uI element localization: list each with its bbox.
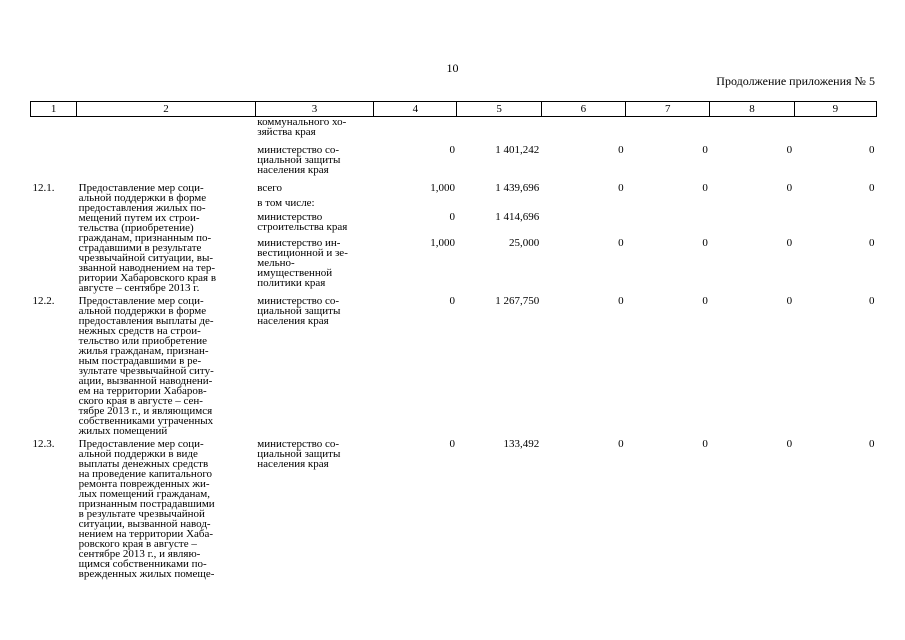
value-cell xyxy=(541,195,625,209)
value-cell: 1 267,750 xyxy=(495,295,540,307)
measure-description xyxy=(77,117,256,138)
row-number: 12.2. xyxy=(32,295,55,307)
value-cell xyxy=(626,195,710,209)
value-cell: 1,000 xyxy=(430,182,455,194)
value-cell: 0 xyxy=(786,438,793,450)
table-row xyxy=(31,436,877,579)
executor-cell: всего xyxy=(257,182,283,194)
value-cell: 0 xyxy=(449,211,455,224)
value-cell xyxy=(710,209,794,234)
value-cell: 133,492 xyxy=(503,438,540,450)
column-header: 7 xyxy=(626,102,710,117)
program-table xyxy=(30,101,877,579)
value-cell: 1 401,242 xyxy=(495,144,540,156)
value-cell xyxy=(541,209,625,234)
value-cell: 0 xyxy=(618,144,624,156)
value-cell: 0 xyxy=(618,182,624,194)
value-cell: 1 439,696 xyxy=(495,182,540,194)
value-cell xyxy=(794,195,876,209)
measure-description: Предоставление мер соци- альной поддержки в виде выплаты денежных средств на проведение капитального ремонта поврежденных жи- лых помещений гражданам, признанным пострадавшими в результате чрезвычайной ситуации, вызванной навод- нением на территории Хаба- ровского края в августе – сентябре 2013 г., и являю- щимся собственниками по- врежденных жилых помеще- xyxy=(78,438,215,580)
value-cell: 0 xyxy=(702,438,708,450)
value-cell xyxy=(794,209,876,234)
value-cell: 0 xyxy=(786,236,793,249)
value-cell xyxy=(457,117,541,138)
column-header: 1 xyxy=(31,102,77,117)
value-cell: 0 xyxy=(449,144,455,156)
measure-description: Предоставление мер соци- альной поддержки в форме предоставления жилых по- мещений путем их строи- тельства (приобретение) гражданам, признанным по- страдавшими в результате чрезвычайной ситуации, вы- званной наводнением на тер- ритории Хабаровского края в августе – сентябре 2013 г. xyxy=(78,182,217,294)
value-cell: 0 xyxy=(449,438,455,450)
value-cell: 25,000 xyxy=(509,236,540,249)
value-cell xyxy=(541,117,625,138)
measure-description xyxy=(77,137,256,175)
value-cell xyxy=(374,195,457,209)
value-cell xyxy=(626,209,710,234)
executor-cell: министерство со- циальной защиты населения края xyxy=(257,295,341,327)
value-cell: 0 xyxy=(618,438,624,450)
value-cell: 0 xyxy=(618,236,624,249)
page-number: 10 xyxy=(446,61,459,75)
executor-cell: министерство ин- вестиционной и зе- мельно- имущественной политики края xyxy=(257,236,348,289)
value-cell: 0 xyxy=(618,295,624,307)
value-cell: 0 xyxy=(869,295,875,307)
table-row xyxy=(31,137,877,175)
value-cell xyxy=(710,195,794,209)
row-number: 12.1. xyxy=(32,182,55,194)
value-cell: 1 414,696 xyxy=(495,211,540,224)
table-row xyxy=(31,175,877,195)
row-number xyxy=(31,137,77,175)
value-cell: 0 xyxy=(786,182,793,194)
column-header: 2 xyxy=(77,102,256,117)
value-cell: 0 xyxy=(702,236,708,249)
value-cell: 0 xyxy=(702,182,708,194)
value-cell: 0 xyxy=(786,144,793,156)
executor-cell: министерство строительства края xyxy=(257,211,348,234)
column-header: 6 xyxy=(541,102,625,117)
value-cell: 0 xyxy=(869,144,875,156)
column-header: 4 xyxy=(374,102,457,117)
executor-cell: министерство со- циальной защиты населения края xyxy=(257,438,341,470)
value-cell xyxy=(374,117,457,138)
value-cell: 0 xyxy=(449,295,455,307)
value-cell xyxy=(457,195,541,209)
row-number: 12.3. xyxy=(32,438,55,450)
executor-cell: коммунального хо- зяйства края xyxy=(257,116,347,138)
column-header: 5 xyxy=(457,102,541,117)
value-cell xyxy=(626,117,710,138)
executor-cell: в том числе: xyxy=(257,196,315,209)
table-row xyxy=(31,293,877,436)
measure-description: Предоставление мер соци- альной поддержки в форме предоставления выплаты де- нежных средств на строи- тельство или приобретение жилья гражданам, признан- ным пострадавшими в ре- зультате чрезвычайной ситу- ации, вызванной наводнени- ем на территории Хабаров- ского края в августе – сен- тябре 2013 г., и являющимся собственниками утраченных жилых помещений xyxy=(78,295,214,437)
value-cell: 0 xyxy=(869,182,875,194)
value-cell: 0 xyxy=(702,144,708,156)
column-header: 3 xyxy=(255,102,373,117)
value-cell: 1,000 xyxy=(430,236,455,249)
value-cell: 0 xyxy=(869,236,875,249)
executor-cell: министерство со- циальной защиты населения края xyxy=(257,144,341,176)
column-header: 9 xyxy=(794,102,876,117)
table-row xyxy=(31,117,877,138)
row-number xyxy=(31,117,77,138)
column-header: 8 xyxy=(710,102,794,117)
continuation-label: Продолжение приложения № 5 xyxy=(716,74,875,88)
value-cell: 0 xyxy=(702,295,708,307)
value-cell xyxy=(710,117,794,138)
value-cell xyxy=(794,117,876,138)
value-cell: 0 xyxy=(869,438,875,450)
value-cell: 0 xyxy=(786,295,793,307)
header-row xyxy=(31,102,877,117)
